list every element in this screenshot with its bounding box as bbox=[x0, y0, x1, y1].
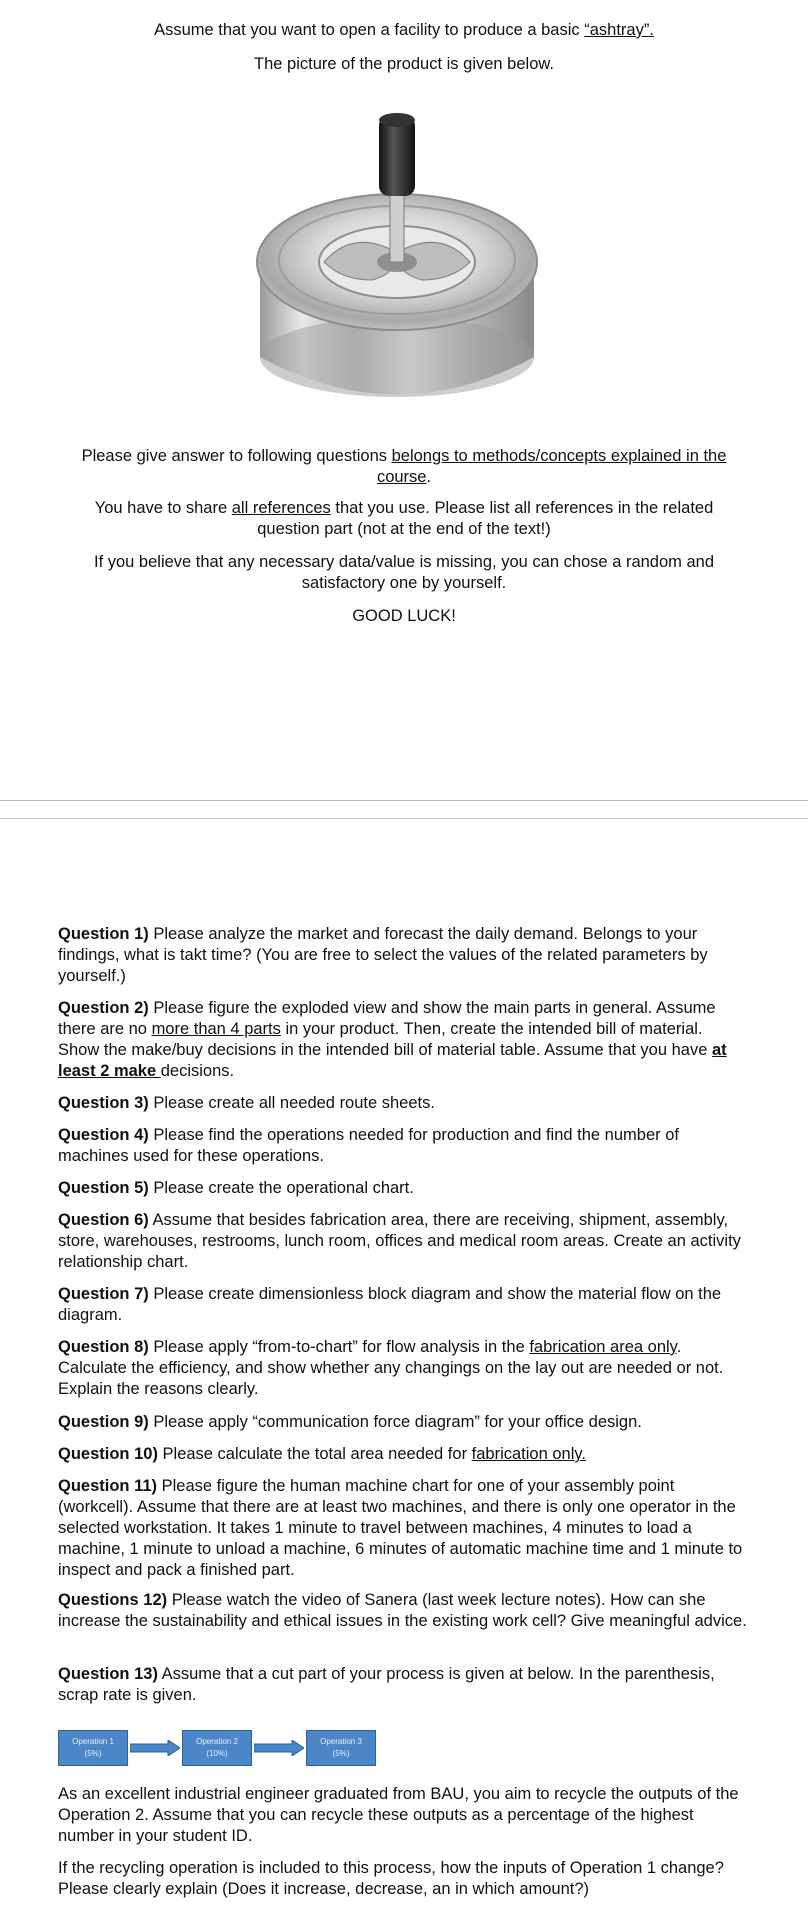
question-text: Please figure the exploded view and show the main parts in general. Assume there are no bbox=[58, 999, 716, 1038]
instruction-underlined: all references bbox=[231, 499, 331, 517]
instruction-references bbox=[70, 498, 738, 540]
instruction-underlined: belongs to methods/concepts explained in the course bbox=[376, 447, 727, 486]
question-text: decisions. bbox=[160, 1062, 235, 1080]
arrow-icon bbox=[130, 1740, 180, 1756]
question-label: Question 7) bbox=[58, 1285, 149, 1303]
page-1 bbox=[0, 0, 808, 800]
question-label: Question 3) bbox=[58, 1094, 149, 1112]
instruction-text: . bbox=[426, 468, 432, 486]
operation-3-rate: (5%) bbox=[332, 1749, 350, 1758]
question-text: Please create dimensionless block diagram and show the material flow on the diagram. bbox=[58, 1285, 722, 1324]
question-10 bbox=[58, 1444, 748, 1465]
question-emphasis: at least 2 make bbox=[58, 1041, 727, 1080]
recycling-paragraph: As an excellent industrial engineer graduated from BAU, you aim to recycle the outputs of the Operation 2. Assume that you can recycle these outputs as a percentage of the highest number in your student ID. bbox=[58, 1785, 739, 1845]
operation-3-name: Operation 3 bbox=[320, 1737, 362, 1746]
question-label: Questions 12) bbox=[58, 1591, 168, 1609]
operations-flow-diagram bbox=[58, 1730, 388, 1770]
recycling-question: If the recycling operation is included to this process, how the inputs of Operation 1 change? Please clearly explain (Does it increase, decrease, an in which amount?) bbox=[58, 1859, 724, 1898]
question-underlined: more than 4 parts bbox=[151, 1020, 281, 1038]
question-text: Please apply “communication force diagram” for your office design. bbox=[148, 1413, 642, 1431]
question-label: Question 6) bbox=[58, 1211, 149, 1229]
question-label: Question 13) bbox=[58, 1665, 158, 1683]
question-text: in your product. Then, create the intended bill of material. Show the make/buy decisions in the intended bill of material table. Assume that you have bbox=[58, 1020, 712, 1059]
question-13 bbox=[58, 1664, 748, 1706]
question-text: . Calculate the efficiency, and show whether any changings on the lay out are needed or not. Explain the reasons clearly. bbox=[58, 1338, 724, 1398]
question-1 bbox=[58, 924, 748, 987]
question-text: Please calculate the total area needed for bbox=[157, 1445, 472, 1463]
question-text: Please create the operational chart. bbox=[148, 1179, 414, 1197]
question-label: Question 5) bbox=[58, 1179, 149, 1197]
ashtray-product-image bbox=[252, 112, 542, 417]
intro-line-2: The picture of the product is given below. bbox=[254, 55, 554, 73]
question-11 bbox=[58, 1476, 748, 1581]
page-divider-bottom bbox=[0, 818, 808, 819]
operation-3-box bbox=[306, 1730, 376, 1766]
question-text: Please apply “from-to-chart” for flow analysis in the bbox=[148, 1338, 530, 1356]
instruction-missing-data: If you believe that any necessary data/value is missing, you can chose a random and satisfactory one by yourself. bbox=[93, 553, 715, 592]
question-text: Please create all needed route sheets. bbox=[148, 1094, 435, 1112]
question-label: Question 2) bbox=[58, 999, 149, 1017]
question-label: Question 9) bbox=[58, 1413, 149, 1431]
instruction-text: that you use. Please list all references in the related question part (not at the end of the text!) bbox=[257, 499, 714, 538]
question-4 bbox=[58, 1125, 748, 1167]
question-text: Assume that besides fabrication area, there are receiving, shipment, assembly, store, warehouses, restrooms, lunch room, offices and medical room areas. Create an activity relationship chart. bbox=[58, 1211, 741, 1271]
good-luck: GOOD LUCK! bbox=[352, 607, 456, 625]
intro-line-1 bbox=[0, 20, 808, 41]
question-label: Question 4) bbox=[58, 1126, 149, 1144]
intro-text: Assume that you want to open a facility to produce a basic bbox=[154, 21, 585, 39]
question-label: Question 1) bbox=[58, 925, 149, 943]
question-label: Question 8) bbox=[58, 1338, 149, 1356]
operation-2-name: Operation 2 bbox=[196, 1737, 238, 1746]
question-label: Question 11) bbox=[58, 1477, 158, 1495]
question-text: Please figure the human machine chart for one of your assembly point (workcell). Assume that there are at least two machines, and there is only one operator in the selected workstation. It takes 1 minute to travel between machines, 4 minutes to load a machine, 1 minute to unload a machine, 6 minutes of automatic machine time and 1 minute to inspect and pack a finished part. bbox=[58, 1477, 743, 1579]
ashtray-term: “ashtray”. bbox=[584, 21, 654, 39]
operation-2-box bbox=[182, 1730, 252, 1766]
question-12 bbox=[58, 1590, 748, 1632]
question-underlined: fabrication only. bbox=[471, 1445, 586, 1463]
question-label: Question 10) bbox=[58, 1445, 158, 1463]
question-text: Assume that a cut part of your process is given at below. In the parenthesis, scrap rate is given. bbox=[58, 1665, 715, 1704]
instruction-text: You have to share bbox=[94, 499, 232, 517]
operation-2-rate: (10%) bbox=[206, 1749, 228, 1758]
question-9 bbox=[58, 1412, 748, 1433]
operation-1-name: Operation 1 bbox=[72, 1737, 114, 1746]
question-text: Please analyze the market and forecast the daily demand. Belongs to your findings, what is takt time? (You are free to select the values of the related parameters by yourself.) bbox=[58, 925, 708, 985]
question-text: Please find the operations needed for production and find the number of machines used for these operations. bbox=[58, 1126, 679, 1165]
operation-1-box bbox=[58, 1730, 128, 1766]
question-3 bbox=[58, 1093, 748, 1114]
arrow-icon bbox=[254, 1740, 304, 1756]
question-8 bbox=[58, 1337, 748, 1400]
page-divider-top bbox=[0, 800, 808, 801]
question-underlined: fabrication area only bbox=[529, 1338, 677, 1356]
instruction-text: Please give answer to following questions bbox=[81, 447, 392, 465]
question-7 bbox=[58, 1284, 748, 1326]
operation-1-rate: (5%) bbox=[84, 1749, 102, 1758]
question-2 bbox=[58, 998, 748, 1082]
question-5 bbox=[58, 1178, 748, 1199]
question-text: Please watch the video of Sanera (last week lecture notes). How can she increase the sustainability and ethical issues in the existing work cell? Give meaningful advice. bbox=[58, 1591, 747, 1630]
instruction-answer bbox=[70, 446, 738, 488]
question-6 bbox=[58, 1210, 748, 1273]
